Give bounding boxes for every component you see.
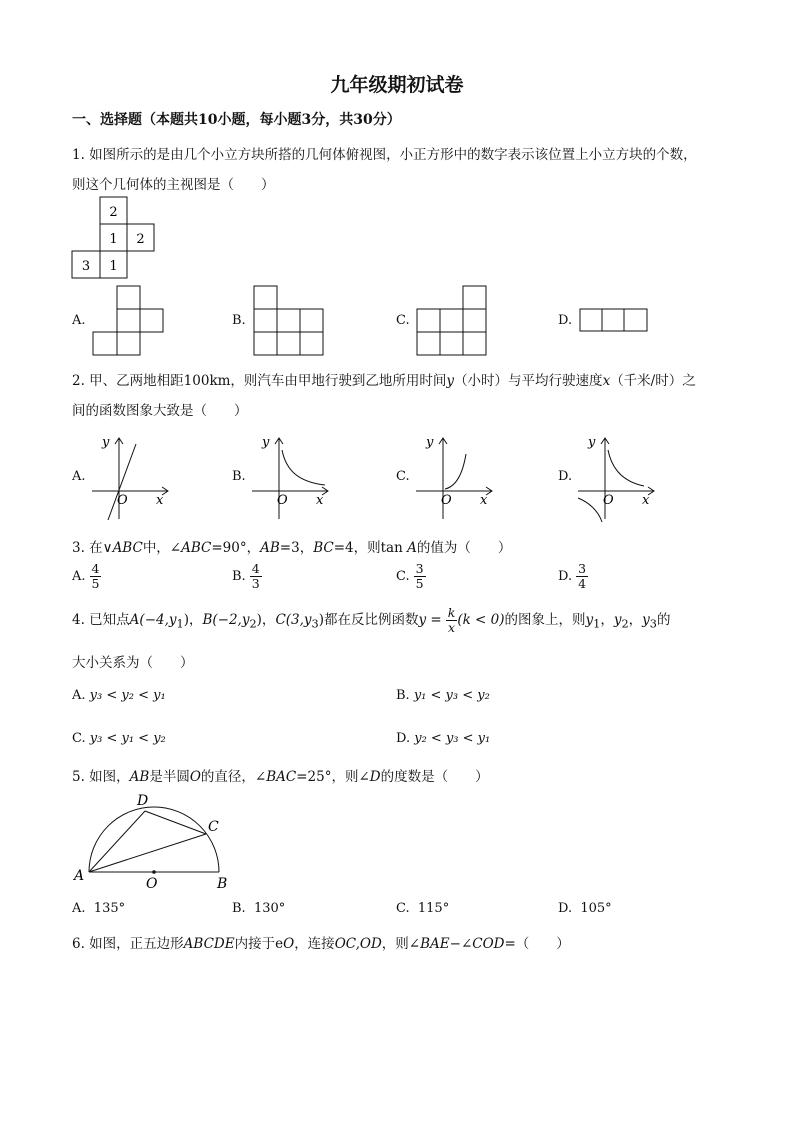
- page-title: 九年级期初试卷: [330, 74, 464, 96]
- svg-text:O: O: [117, 493, 128, 508]
- svg-text:O: O: [441, 493, 452, 508]
- q2-option-d-graph: [576, 432, 661, 524]
- q3-option-b[interactable]: B. $\frac{4}{3}$: [232, 561, 260, 591]
- q3-option-d[interactable]: D. $\frac{3}{4}$: [558, 561, 587, 591]
- q1-option-c-label[interactable]: C.: [396, 313, 410, 328]
- q1-option-b-figure: [254, 286, 324, 356]
- q2-option-d-label[interactable]: D.: [558, 469, 573, 484]
- q2-option-c-label[interactable]: C.: [396, 469, 410, 484]
- svg-text:y: y: [102, 435, 110, 450]
- svg-text:x: x: [480, 493, 488, 508]
- q5-text: 5. 如图，AB是半圆O的直径，∠BAC=25°，则∠D的度数是（ ）: [72, 769, 489, 785]
- q2-option-a-graph: [90, 432, 175, 524]
- q1-top-view-grid: [72, 197, 162, 279]
- svg-text:C: C: [208, 819, 219, 835]
- q4-line1: 4. 已知点$A(-4,y_1)$，$B(-2,y_2)$，$C(3,y_3)$都在反比例函数y = $\frac{k}{x}$ (k < 0)的图象上，则$y_1$，$y_2$，$y_3$的: [72, 605, 671, 635]
- svg-text:x: x: [642, 493, 650, 508]
- grid-cell: 1: [109, 259, 118, 274]
- grid-cell: 2: [136, 232, 145, 247]
- q5-option-b[interactable]: B. 130°: [232, 901, 286, 916]
- q2-option-c-graph: [414, 432, 499, 524]
- q2-line2: 间的函数图象大致是（ ）: [72, 403, 248, 419]
- q4-option-b[interactable]: B. y₁ < y₃ < y₂: [396, 688, 490, 703]
- q2-option-a-label[interactable]: A.: [72, 469, 86, 484]
- q1-line1: 1. 如图所示的是由几个小立方块所搭的几何体俯视图，小正方形中的数字表示该位置上小立方块的个数，: [72, 147, 697, 163]
- svg-text:B: B: [217, 876, 228, 892]
- svg-text:O: O: [277, 493, 288, 508]
- q2-option-b-label[interactable]: B.: [232, 469, 246, 484]
- q3-text: 3. 在∨ABC中，∠ABC=90°，AB=3，BC=4，则tan A的值为（ ）: [72, 540, 512, 556]
- q1-option-d-label[interactable]: D.: [558, 313, 573, 328]
- svg-text:y: y: [426, 435, 434, 450]
- q2-line1: 2. 甲、乙两地相距100km，则汽车由甲地行驶到乙地所用时间y（小时）与平均行驶速度x（千米/时）之: [72, 373, 696, 389]
- svg-text:O: O: [603, 493, 614, 508]
- q1-line2: 则这个几何体的主视图是（ ）: [72, 177, 275, 193]
- q1-option-c-figure: [417, 286, 487, 356]
- q4-option-c[interactable]: C. y₃ < y₁ < y₂: [72, 731, 166, 746]
- q2-option-b-graph: [250, 432, 335, 524]
- q6-text: 6. 如图，正五边形ABCDE内接于eO，连接OC,OD，则∠BAE−∠COD=（ ）: [72, 936, 570, 952]
- svg-text:x: x: [316, 493, 324, 508]
- grid-cell: 1: [109, 232, 118, 247]
- grid-cell: 3: [81, 259, 91, 274]
- svg-text:y: y: [262, 435, 270, 450]
- q4-line2: 大小关系为（ ）: [72, 655, 194, 671]
- q5-option-a[interactable]: A. 135°: [72, 901, 126, 916]
- q1-option-b-label[interactable]: B.: [232, 313, 246, 328]
- q5-option-d[interactable]: D. 105°: [558, 901, 612, 916]
- q4-option-a[interactable]: A. y₃ < y₂ < y₁: [72, 688, 166, 703]
- svg-text:D: D: [137, 793, 149, 809]
- q1-option-d-figure: [580, 309, 650, 333]
- q5-option-c[interactable]: C. 115°: [396, 901, 450, 916]
- q4-option-d[interactable]: D. y₂ < y₃ < y₁: [396, 731, 491, 746]
- q1-option-a-label[interactable]: A.: [72, 313, 86, 328]
- svg-text:x: x: [156, 493, 164, 508]
- section-heading: 一、选择题（本题共10小题，每小题3分，共30分）: [72, 112, 401, 128]
- svg-text:A: A: [74, 868, 85, 884]
- grid-cell: 2: [109, 205, 118, 220]
- svg-text:O: O: [146, 876, 158, 892]
- q5-semicircle-figure: [70, 788, 240, 893]
- svg-text:y: y: [588, 435, 596, 450]
- q3-option-c[interactable]: C. $\frac{3}{5}$: [396, 561, 424, 591]
- q3-option-a[interactable]: A. $\frac{4}{5}$: [72, 561, 100, 591]
- q1-option-a-figure: [93, 286, 165, 356]
